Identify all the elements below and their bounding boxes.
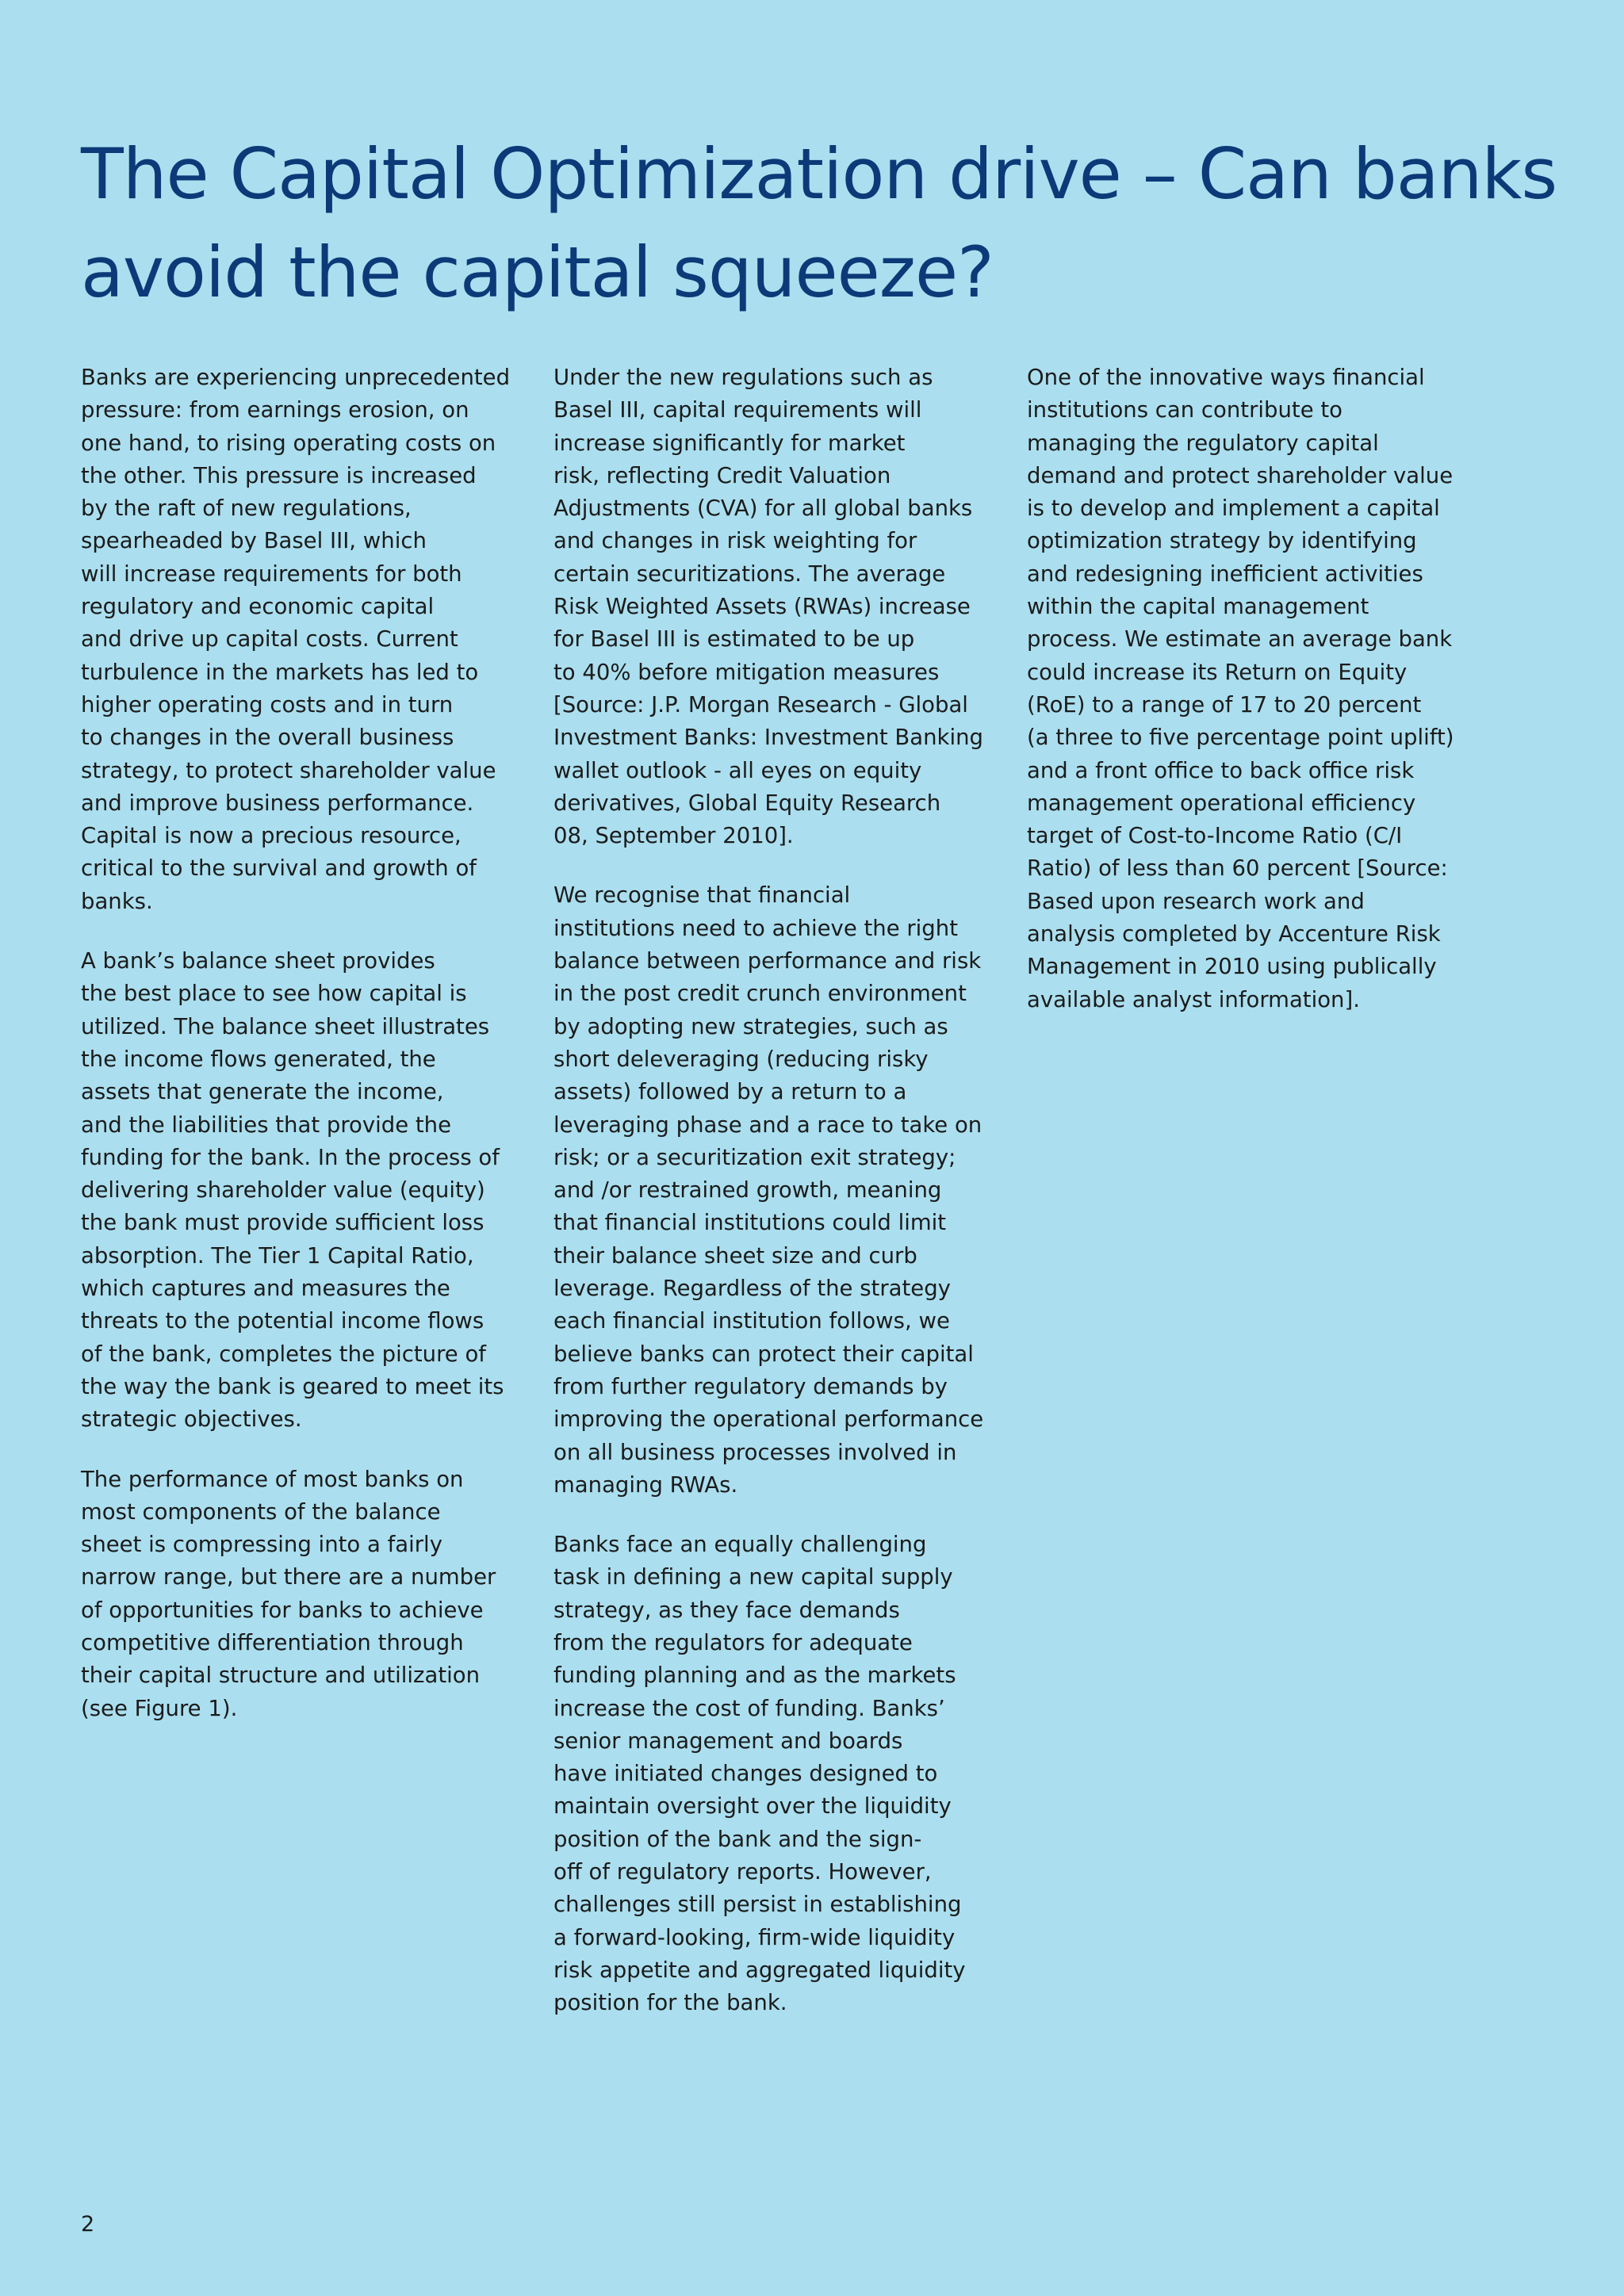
text-line: delivering shareholder value (equity)	[81, 1177, 485, 1203]
text-line: and improve business performance.	[81, 790, 474, 816]
text-line: on all business processes involved in	[553, 1439, 957, 1465]
title-line: avoid the capital squeeze?	[81, 232, 994, 313]
text-line: most components of the balance	[81, 1498, 441, 1525]
text-line: strategy, to protect shareholder value	[81, 757, 496, 783]
text-line: Management in 2010 using publically	[1027, 954, 1437, 980]
text-line: pressure: from earnings erosion, on	[81, 397, 469, 423]
text-line: Under the new regulations such as	[553, 365, 933, 390]
text-line: and a front office to back office risk	[1027, 757, 1415, 783]
text-line: funding for the bank. In the process of	[81, 1144, 500, 1170]
text-line: Banks face an equally challenging	[553, 1532, 927, 1558]
text-line: risk; or a securitization exit strategy;	[553, 1144, 956, 1170]
text-line: narrow range, but there are a number	[81, 1564, 496, 1590]
text-line: have initiated changes designed to	[553, 1761, 938, 1787]
text-line: their capital structure and utilization	[81, 1663, 481, 1689]
text-line: 08, September 2010].	[553, 823, 794, 849]
text-line: regulatory and economic capital	[81, 594, 435, 620]
text-line: Risk Weighted Assets (RWAs) increase	[553, 594, 971, 620]
text-line: Ratio) of less than 60 percent [Source:	[1027, 855, 1448, 882]
text-line: institutions can contribute to	[1027, 397, 1342, 423]
text-line: and /or restrained growth, meaning	[553, 1177, 942, 1203]
text-line: strategic objectives.	[81, 1406, 302, 1433]
text-line: Adjustments (CVA) for all global banks	[553, 496, 973, 522]
text-line: the bank must provide sufficient loss	[81, 1210, 485, 1236]
paragraph	[81, 945, 525, 1436]
paragraph	[1027, 362, 1471, 1016]
text-line: We recognise that financial	[553, 882, 851, 909]
text-line: their balance sheet size and curb	[553, 1242, 917, 1269]
text-line: one hand, to rising operating costs on	[81, 430, 496, 456]
text-line: from further regulatory demands by	[553, 1373, 948, 1399]
text-line: the way the bank is geared to meet its	[81, 1373, 504, 1399]
paragraph	[553, 362, 998, 852]
text-line: (RoE) to a range of 17 to 20 percent	[1027, 691, 1422, 718]
text-line: the best place to see how capital is	[81, 981, 467, 1007]
text-line: which captures and measures the	[81, 1276, 450, 1302]
text-line: and drive up capital costs. Current	[81, 626, 458, 652]
text-line: the income flows generated, the	[81, 1046, 436, 1072]
text-line: to 40% before mitigation measures	[553, 659, 940, 685]
paragraph	[81, 362, 525, 918]
text-line: strategy, as they face demands	[553, 1597, 900, 1623]
text-line: management operational efficiency	[1027, 790, 1416, 816]
paragraph	[553, 1529, 998, 2019]
text-line: and redesigning inefficient activities	[1027, 561, 1423, 587]
text-line: competitive differentiation through	[81, 1629, 464, 1655]
text-line: leveraging phase and a race to take on	[553, 1112, 982, 1138]
text-line: challenges still persist in establishing	[553, 1892, 962, 1918]
text-line: (see Figure 1).	[81, 1695, 238, 1721]
text-line: within the capital management	[1027, 594, 1369, 620]
text-line: by the raft of new regulations,	[81, 496, 412, 522]
text-line: task in defining a new capital supply	[553, 1564, 953, 1590]
text-line: senior management and boards	[553, 1728, 903, 1754]
text-line: spearheaded by Basel III, which	[81, 528, 427, 554]
text-line: absorption. The Tier 1 Capital Ratio,	[81, 1242, 474, 1269]
text-line: Investment Banks: Investment Banking	[553, 725, 984, 751]
text-line: sheet is compressing into a fairly	[81, 1532, 442, 1558]
text-line: in the post credit crunch environment	[553, 981, 967, 1007]
text-line: maintain oversight over the liquidity	[553, 1793, 952, 1820]
text-line: each financial institution follows, we	[553, 1308, 950, 1334]
text-line: the other. This pressure is increased	[81, 462, 477, 488]
text-line: and changes in risk weighting for	[553, 528, 917, 554]
text-line: utilized. The balance sheet illustrates	[81, 1013, 490, 1039]
text-line: banks.	[81, 888, 153, 914]
text-line: demand and protect shareholder value	[1027, 462, 1454, 488]
text-line: will increase requirements for both	[81, 561, 462, 587]
text-line: available analyst information].	[1027, 986, 1360, 1012]
paragraph	[81, 1464, 525, 1725]
text-line: off of regulatory reports. However,	[553, 1859, 932, 1885]
text-line: improving the operational performance	[553, 1406, 984, 1433]
text-line: derivatives, Global Equity Research	[553, 790, 941, 816]
page-title	[81, 125, 1556, 322]
text-line: (a three to five percentage point uplift)	[1027, 725, 1454, 751]
text-line: believe banks can protect their capital	[553, 1341, 974, 1367]
text-line: Based upon research work and	[1027, 888, 1365, 914]
text-line: a forward-looking, firm-wide liquidity	[553, 1924, 956, 1950]
text-line: managing RWAs.	[553, 1471, 738, 1498]
text-line: could increase its Return on Equity	[1027, 659, 1408, 685]
text-line: assets) followed by a return to a	[553, 1079, 907, 1105]
text-line: turbulence in the markets has led to	[81, 659, 479, 685]
text-line: from the regulators for adequate	[553, 1629, 913, 1655]
text-line: optimization strategy by identifying	[1027, 528, 1417, 554]
text-line: balance between performance and risk	[553, 948, 982, 974]
text-line: increase the cost of funding. Banks’	[553, 1695, 945, 1721]
text-line: managing the regulatory capital	[1027, 430, 1379, 456]
text-line: certain securitizations. The average	[553, 561, 946, 587]
title-line: The Capital Optimization drive – Can banks	[81, 133, 1557, 215]
text-line: and the liabilities that provide the	[81, 1112, 452, 1138]
text-line: process. We estimate an average bank	[1027, 626, 1453, 652]
text-line: position for the bank.	[553, 1990, 787, 2016]
text-line: wallet outlook - all eyes on equity	[553, 757, 922, 783]
text-column-1	[81, 362, 525, 1752]
text-line: position of the bank and the sign-	[553, 1826, 922, 1852]
text-line: is to develop and implement a capital	[1027, 496, 1440, 522]
text-line: of opportunities for banks to achieve	[81, 1597, 484, 1623]
paragraph	[553, 879, 998, 1502]
text-line: threats to the potential income flows	[81, 1308, 485, 1334]
text-line: Capital is now a precious resource,	[81, 823, 462, 849]
text-column-2	[553, 362, 998, 2047]
text-line: of the bank, completes the picture of	[81, 1341, 486, 1367]
text-line: One of the innovative ways financial	[1027, 365, 1425, 390]
page-number: 2	[81, 2212, 95, 2237]
text-line: risk, reflecting Credit Valuation	[553, 462, 891, 488]
text-line: A bank’s balance sheet provides	[81, 948, 435, 974]
text-line: funding planning and as the markets	[553, 1663, 956, 1689]
text-line: by adopting new strategies, such as	[553, 1013, 948, 1039]
text-line: assets that generate the income,	[81, 1079, 444, 1105]
text-line: Banks are experiencing unprecedented	[81, 365, 511, 390]
text-line: institutions need to achieve the right	[553, 915, 958, 941]
text-line: increase significantly for market	[553, 430, 906, 456]
text-column-3	[1027, 362, 1471, 1043]
text-line: to changes in the overall business	[81, 725, 454, 751]
text-line: risk appetite and aggregated liquidity	[553, 1957, 966, 1983]
text-line: target of Cost-to-Income Ratio (C/I	[1027, 823, 1403, 849]
text-line: higher operating costs and in turn	[81, 691, 454, 718]
text-line: for Basel III is estimated to be up	[553, 626, 915, 652]
text-line: leverage. Regardless of the strategy	[553, 1276, 951, 1302]
text-line: critical to the survival and growth of	[81, 855, 477, 882]
text-line: short deleveraging (reducing risky	[553, 1046, 929, 1072]
text-line: analysis completed by Accenture Risk	[1027, 921, 1441, 947]
text-line: that financial institutions could limit	[553, 1210, 947, 1236]
text-line: Basel III, capital requirements will	[553, 397, 922, 423]
text-line: [Source: J.P. Morgan Research - Global	[553, 691, 968, 718]
text-line: The performance of most banks on	[81, 1466, 464, 1492]
